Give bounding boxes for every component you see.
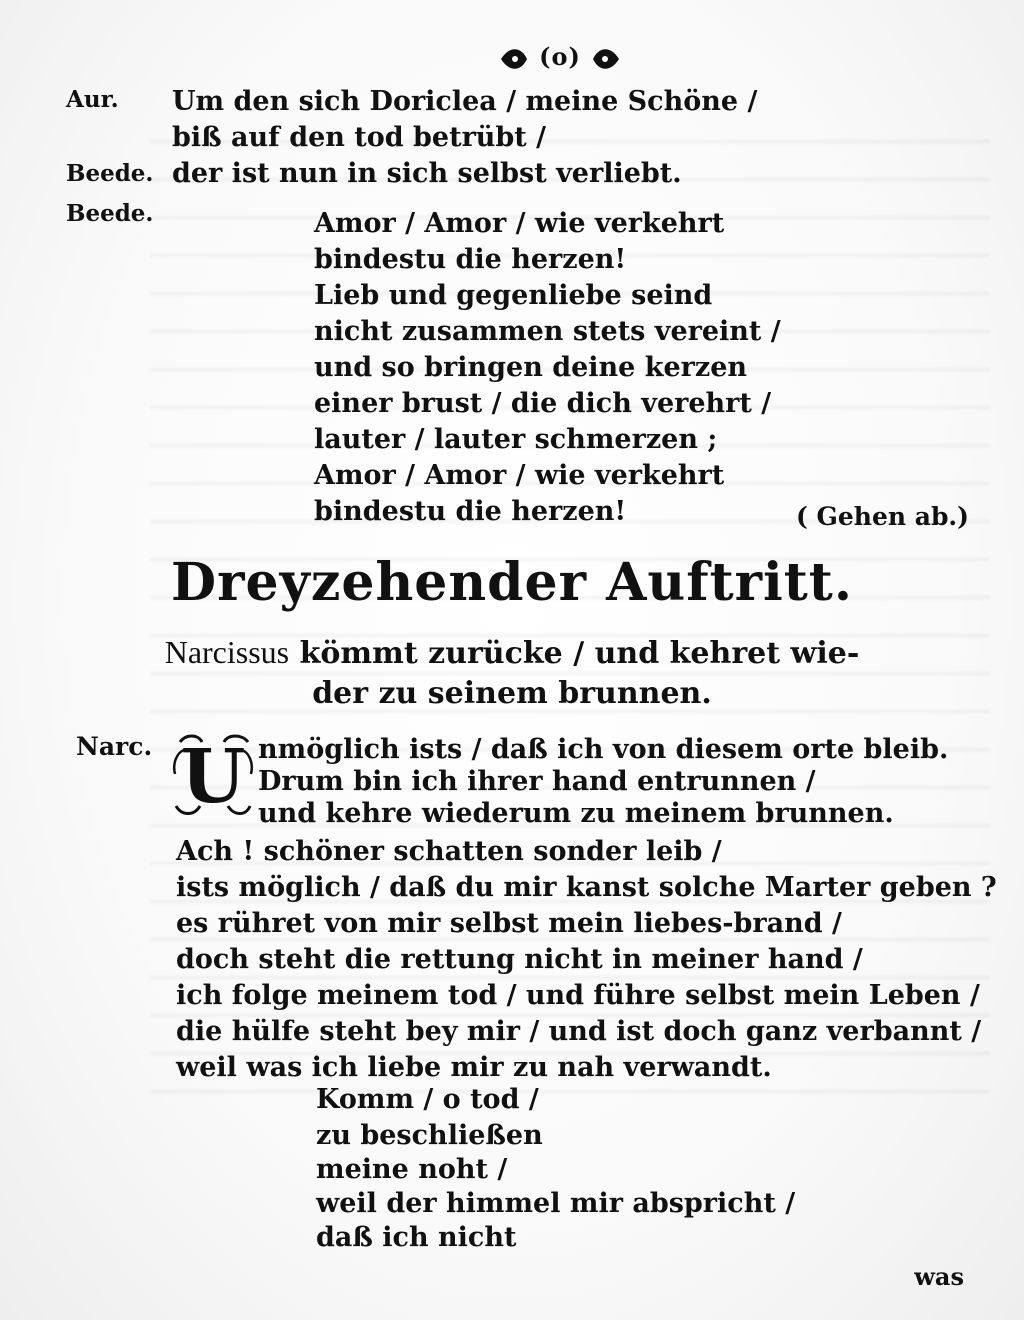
speaker-beede-1: Beede. — [66, 160, 154, 187]
decorated-initial — [172, 732, 254, 816]
narc-line-7: weil was ich liebe mir zu nah verwandt. — [176, 1052, 772, 1083]
narc-first-line-3: und kehre wiederum zu meinem brunnen. — [258, 798, 894, 829]
drop-cap-flourish-icon — [172, 732, 254, 816]
narc-first-line-2: Drum bin ich ihrer hand entrunnen / — [258, 766, 816, 797]
scene-title: Dreyzehender Auftritt. — [171, 552, 853, 613]
duet-line-5: und so bringen deine kerzen — [314, 352, 748, 383]
scene-subtitle-rest: kömmt zurücke / und kehret wie- — [289, 636, 860, 671]
narc-line-2: ists möglich / daß du mir kanst solche Marter geben ? — [176, 872, 997, 903]
aria-line-4: weil der himmel mir abspricht / — [316, 1188, 796, 1219]
aurora-line-1: Um den sich Doriclea / meine Schöne / — [172, 86, 758, 117]
aria-line-1: Komm / o tod / — [316, 1084, 539, 1115]
aria-line-2: zu beschließen — [316, 1120, 543, 1151]
scene-subtitle-line-2: der zu seinem brunnen. — [312, 676, 712, 711]
scene-subtitle-name: Narcissus — [164, 634, 290, 670]
duet-line-9: bindestu die herzen! — [314, 496, 627, 527]
narc-line-4: doch steht die rettung nicht in meiner hand / — [176, 944, 863, 975]
narc-first-line-1: nmöglich ists / daß ich von diesem orte bleib. — [258, 734, 949, 765]
narc-line-1: Ach ! schöner schatten sonder leib / — [176, 836, 722, 867]
duet-line-3: Lieb und gegenliebe seind — [314, 280, 713, 311]
duet-line-6: einer brust / die dich verehrt / — [314, 388, 772, 419]
speaker-beede-2: Beede. — [66, 200, 154, 227]
drop-cap-letter: U — [180, 734, 246, 816]
narc-line-5: ich folge meinem tod / und führe selbst mein Leben / — [176, 980, 980, 1011]
narc-line-6: die hülfe steht bey mir / und ist doch ganz verbannt / — [176, 1016, 982, 1047]
header-ornament-text: (o) — [539, 42, 581, 71]
catchword: was — [914, 1262, 964, 1291]
aria-line-3: meine noht / — [316, 1154, 508, 1185]
duet-line-7: lauter / lauter schmerzen ; — [314, 424, 718, 455]
beede-line: der ist nun in sich selbst verliebt. — [172, 158, 682, 189]
scene-subtitle-line-1 — [0, 634, 1024, 671]
aria-line-5: daß ich nicht — [316, 1222, 517, 1253]
stage-direction-exit: ( Gehen ab.) — [796, 502, 969, 531]
speaker-narc: Narc. — [76, 732, 153, 761]
narc-line-3: es rühret von mir selbst mein liebes-brand / — [176, 908, 842, 939]
duet-line-1: Amor / Amor / wie verkehrt — [314, 208, 725, 239]
duet-line-2: bindestu die herzen! — [314, 244, 627, 275]
duet-line-8: Amor / Amor / wie verkehrt — [314, 460, 725, 491]
header-ornament — [495, 40, 625, 78]
aurora-line-2: biß auf den tod betrübt / — [172, 122, 547, 153]
duet-line-4: nicht zusammen stets vereint / — [314, 316, 781, 347]
speaker-aur: Aur. — [66, 86, 119, 113]
